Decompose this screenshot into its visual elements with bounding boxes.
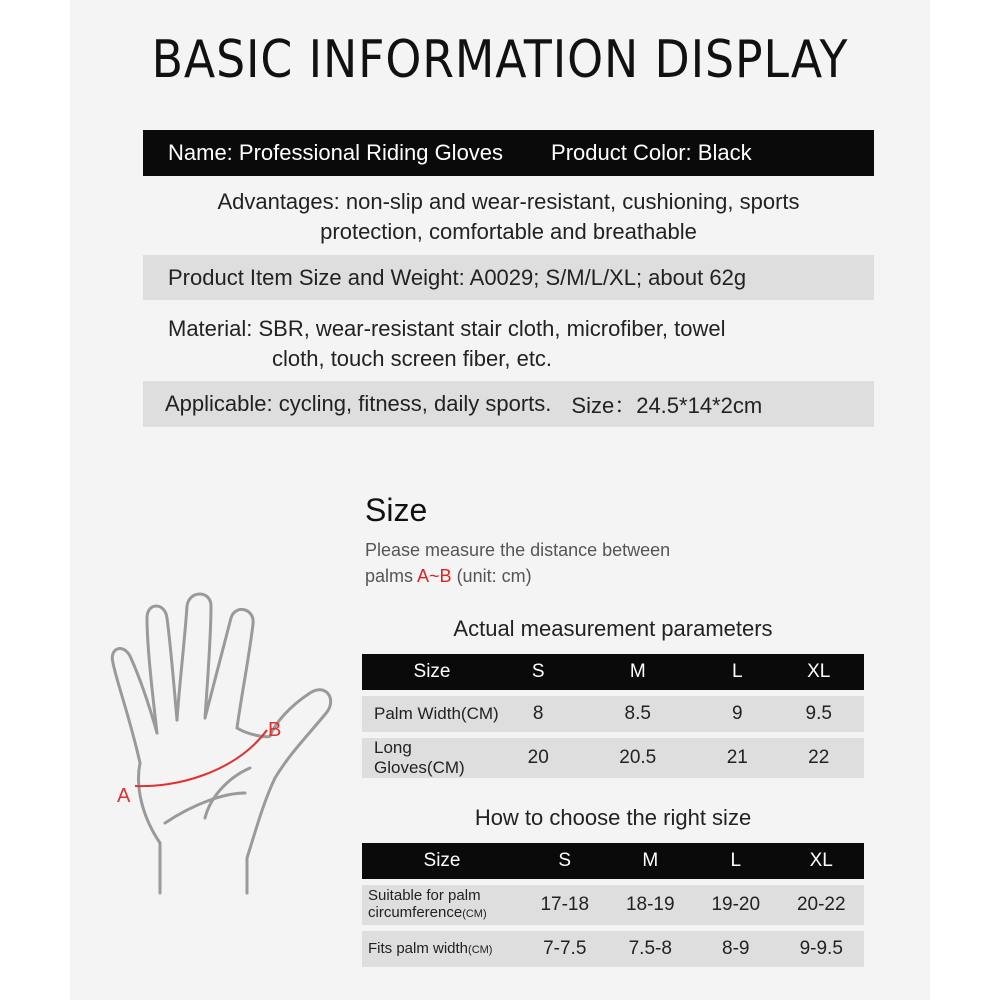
size-instruction-line-2 (365, 563, 765, 589)
table-cell: 9-9.5 (779, 931, 865, 967)
row-label-main: Fits palm width (368, 939, 469, 957)
name-color-bar (143, 130, 874, 176)
table-cell: 9.5 (773, 696, 864, 732)
material-line-1: Material: SBR, wear-resistant stair cloth, microfiber, towel (168, 316, 726, 341)
table-header-row (362, 654, 864, 690)
size-weight-bar (143, 255, 874, 300)
table-header-cell: S (502, 654, 574, 690)
dimensions-text: Size：24.5*14*2cm (571, 392, 763, 418)
table-row (362, 885, 864, 925)
row-label: Palm Width(CM) (362, 696, 502, 732)
instruction-suffix: (unit: cm) (451, 566, 532, 586)
table-row (362, 931, 864, 967)
table-cell: 7.5-8 (608, 931, 694, 967)
table-cell: 20-22 (779, 885, 865, 925)
table-cell: 21 (701, 738, 773, 778)
table-cell: 18-19 (608, 885, 694, 925)
table-cell: 9 (701, 696, 773, 732)
table-row (362, 696, 864, 732)
product-color: Product Color: Black (551, 140, 752, 165)
table-cell: 20.5 (574, 738, 701, 778)
table-header-cell: Size (362, 843, 522, 879)
table-row (362, 738, 864, 778)
table-cell: 22 (773, 738, 864, 778)
choose-table-title: How to choose the right size (474, 805, 752, 830)
advantages-line-1: Advantages: non-slip and wear-resistant, cushioning, sports (217, 189, 800, 214)
measurement-line (135, 730, 267, 786)
product-name: Name: Professional Riding Gloves (168, 140, 504, 165)
table-cell: 19-20 (693, 885, 779, 925)
hand-outline (112, 594, 330, 893)
advantages-block (143, 185, 874, 247)
table-cell: 8 (502, 696, 574, 732)
row-label (362, 931, 522, 967)
material-block (143, 314, 874, 376)
material-line-2: cloth, touch screen fiber, etc. (272, 346, 553, 371)
table-header-cell: M (574, 654, 701, 690)
measurement-table (362, 648, 864, 784)
table-cell: 8.5 (574, 696, 701, 732)
row-label-unit: (CM) (462, 908, 487, 920)
table-header-cell: L (701, 654, 773, 690)
table-header-cell: S (522, 843, 608, 879)
applicable-bar (143, 381, 874, 427)
row-label-unit: (CM) (468, 943, 493, 956)
table-header-cell: Size (362, 654, 502, 690)
table-header-row (362, 843, 864, 879)
row-label-main-2: circumference (368, 904, 463, 921)
table-header-cell: XL (773, 654, 864, 690)
table-cell: 7-7.5 (522, 931, 608, 967)
size-instruction (365, 537, 765, 589)
row-label (362, 885, 522, 925)
label-b: B (268, 719, 282, 741)
page-title: BASIC INFORMATION DISPLAY (151, 30, 849, 90)
instruction-prefix: palms (365, 566, 418, 586)
advantages-line-2: protection, comfortable and breathable (320, 219, 697, 244)
table-cell: 8-9 (693, 931, 779, 967)
hand-measurement-illustration (105, 588, 345, 903)
row-label: Long Gloves(CM) (362, 738, 502, 778)
table-header-cell: L (693, 843, 779, 879)
applicable-text: Applicable: cycling, fitness, daily sports. (165, 391, 552, 416)
row-label-main: Suitable for palm (368, 887, 481, 904)
choose-size-table (362, 837, 864, 973)
table-cell: 17-18 (522, 885, 608, 925)
size-weight-text: Product Item Size and Weight: A0029; S/M/L/XL; about 62g (168, 264, 747, 290)
size-instruction-line-1: Please measure the distance between (365, 540, 671, 560)
table-header-cell: M (608, 843, 694, 879)
size-heading: Size (365, 492, 428, 528)
instruction-highlight: A~B (417, 566, 452, 586)
table-cell: 20 (502, 738, 574, 778)
table-header-cell: XL (779, 843, 865, 879)
measurement-table-title: Actual measurement parameters (453, 616, 773, 641)
label-a: A (117, 785, 131, 807)
